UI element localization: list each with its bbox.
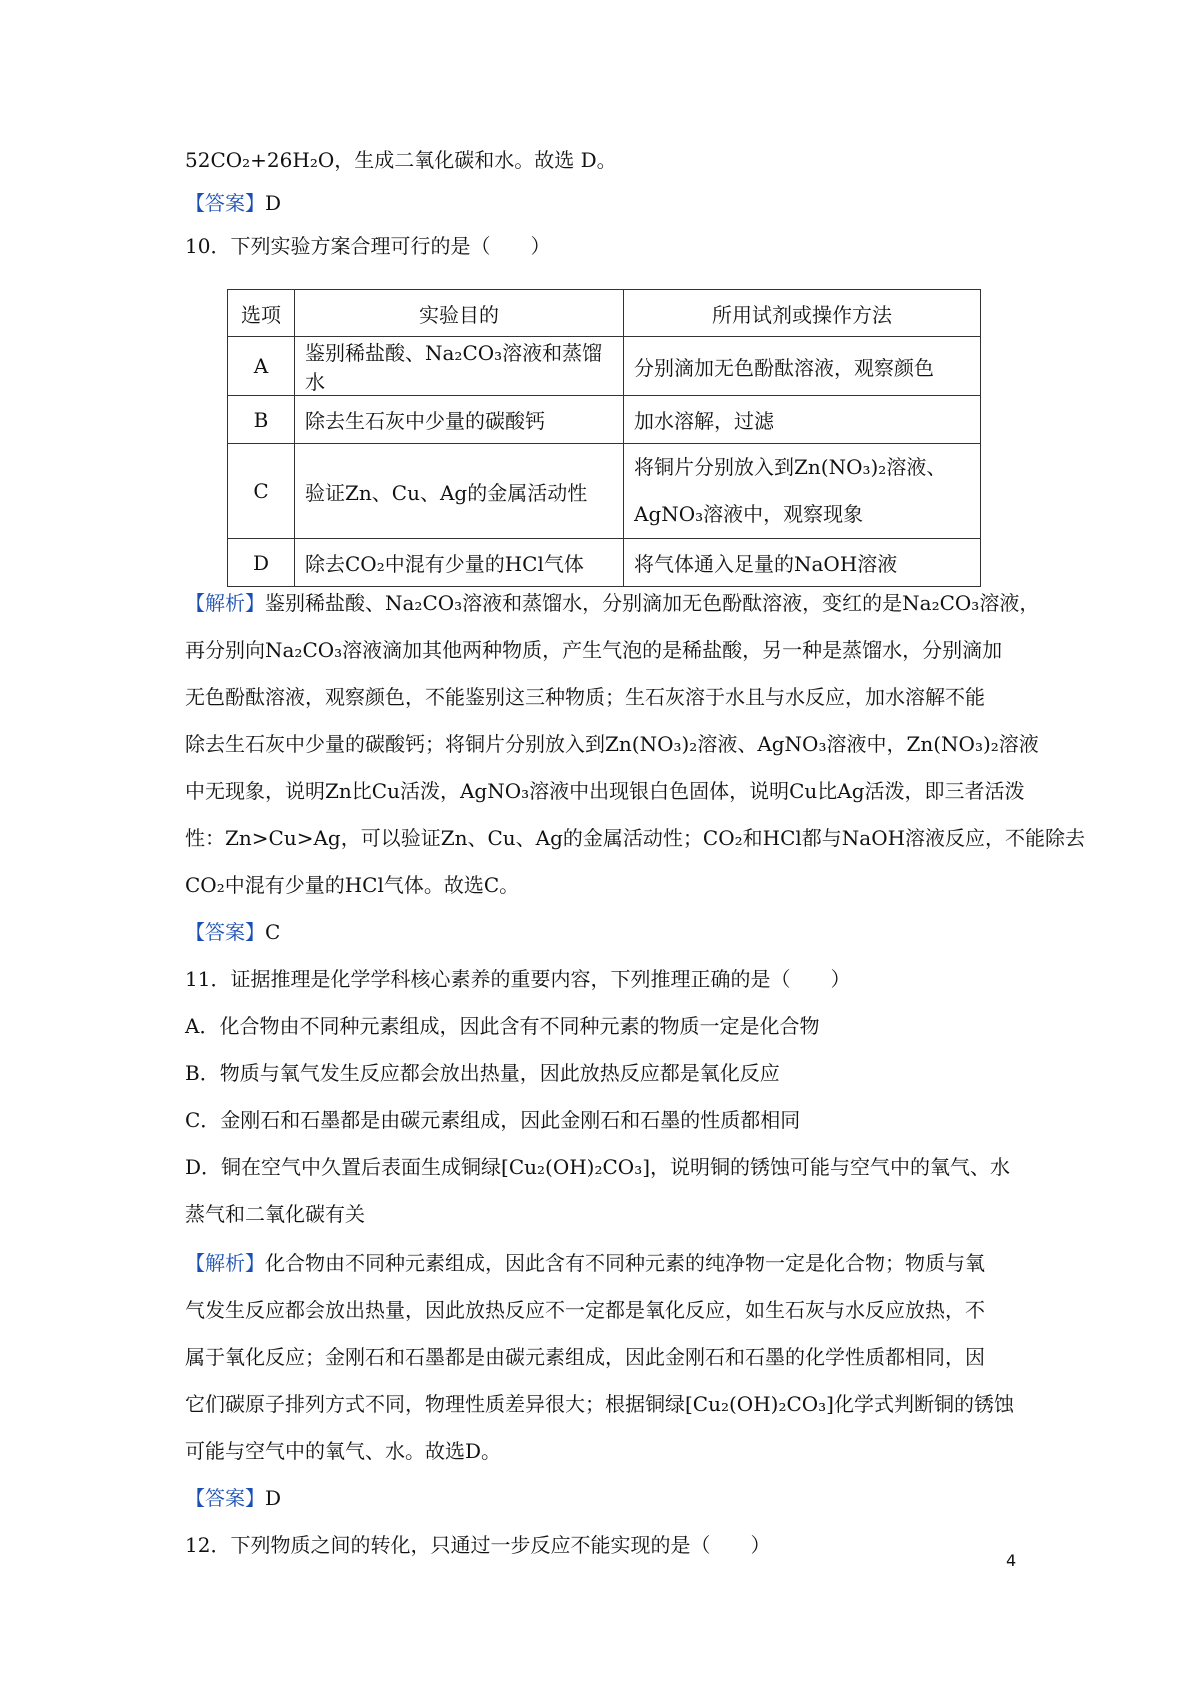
option-c: C．金刚石和石墨都是由碳元素组成，因此金刚石和石墨的性质都相同 bbox=[185, 1108, 801, 1132]
explanation-line: 性：Zn>Cu>Ag，可以验证Zn、Cu、Ag的金属活动性；CO₂和HCl都与NaOH溶液反应，不能除去 bbox=[185, 826, 1086, 850]
explanation-line: 属于氧化反应；金刚石和石墨都是由碳元素组成，因此金刚石和石墨的化学性质都相同，因 bbox=[185, 1345, 985, 1369]
question-10: 10．下列实验方案合理可行的是（ ） bbox=[185, 234, 551, 258]
table-header-cell: 实验目的 bbox=[295, 290, 624, 337]
method-cell bbox=[624, 444, 981, 539]
answer-line bbox=[185, 919, 280, 945]
explanation-line: 可能与空气中的氧气、水。故选D。 bbox=[185, 1439, 502, 1463]
answer-line bbox=[185, 1485, 281, 1511]
explanation-line: 再分别向Na₂CO₃溶液滴加其他两种物质，产生气泡的是稀盐酸，另一种是蒸馏水，分别滴加 bbox=[185, 638, 1003, 662]
explanation-line bbox=[185, 1250, 985, 1276]
table-header-cell: 所用试剂或操作方法 bbox=[624, 290, 981, 337]
explanation-tag: 【解析】 bbox=[185, 591, 265, 615]
table-row bbox=[228, 337, 981, 396]
method-line: AgNO₃溶液中，观察现象 bbox=[634, 502, 864, 526]
option-b: B．物质与氧气发生反应都会放出热量，因此放热反应都是氧化反应 bbox=[185, 1061, 780, 1085]
answer-value: C bbox=[265, 920, 281, 944]
explanation-text: 鉴别稀盐酸、Na₂CO₃溶液和蒸馏水，分别滴加无色酚酞溶液，变红的是Na₂CO₃溶液， bbox=[265, 591, 1040, 615]
explanation-line: 气发生反应都会放出热量，因此放热反应不一定都是氧化反应，如生石灰与水反应放热，不 bbox=[185, 1298, 985, 1322]
option-d: D．铜在空气中久置后表面生成铜绿[Cu₂(OH)₂CO₃]，说明铜的锈蚀可能与空气中的氧气、水 bbox=[185, 1155, 1011, 1179]
option-cell: A bbox=[228, 337, 295, 396]
explanation-line: CO₂中混有少量的HCl气体。故选C。 bbox=[185, 873, 520, 897]
explanation-tag: 【解析】 bbox=[185, 1251, 265, 1275]
question-12: 12．下列物质之间的转化，只通过一步反应不能实现的是（ ） bbox=[185, 1533, 771, 1557]
answer-tag: 【答案】 bbox=[185, 191, 265, 215]
answer-tag: 【答案】 bbox=[185, 920, 265, 944]
option-cell: D bbox=[228, 539, 295, 587]
explanation-line: 除去生石灰中少量的碳酸钙；将铜片分别放入到Zn(NO₃)₂溶液、AgNO₃溶液中，Zn(NO₃)₂溶液 bbox=[185, 732, 1039, 756]
explanation-text: 化合物由不同种元素组成，因此含有不同种元素的纯净物一定是化合物；物质与氧 bbox=[265, 1251, 985, 1275]
option-a: A．化合物由不同种元素组成，因此含有不同种元素的物质一定是化合物 bbox=[185, 1014, 820, 1038]
purpose-cell: 验证Zn、Cu、Ag的金属活动性 bbox=[295, 444, 624, 539]
table-header-cell: 选项 bbox=[228, 290, 295, 337]
method-cell: 将气体通入足量的NaOH溶液 bbox=[624, 539, 981, 587]
purpose-cell: 除去生石灰中少量的碳酸钙 bbox=[295, 396, 624, 444]
purpose-cell: 鉴别稀盐酸、Na₂CO₃溶液和蒸馏水 bbox=[295, 337, 624, 396]
purpose-cell: 除去CO₂中混有少量的HCl气体 bbox=[295, 539, 624, 587]
explanation-line: 无色酚酞溶液，观察颜色，不能鉴别这三种物质；生石灰溶于水且与水反应，加水溶解不能 bbox=[185, 685, 985, 709]
method-cell: 加水溶解，过滤 bbox=[624, 396, 981, 444]
answer-value: D bbox=[265, 1486, 282, 1510]
answer-line bbox=[185, 190, 281, 216]
option-cell: B bbox=[228, 396, 295, 444]
method-cell: 分别滴加无色酚酞溶液，观察颜色 bbox=[624, 337, 981, 396]
table-header-row bbox=[228, 290, 981, 337]
experiment-table bbox=[227, 289, 981, 587]
table-row bbox=[228, 444, 981, 539]
explanation-line: 它们碳原子排列方式不同，物理性质差异很大；根据铜绿[Cu₂(OH)₂CO₃]化学式判断铜的锈蚀 bbox=[185, 1392, 1014, 1416]
text-line: 52CO₂+26H₂O，生成二氧化碳和水。故选 D。 bbox=[185, 148, 617, 172]
question-11: 11．证据推理是化学学科核心素养的重要内容，下列推理正确的是（ ） bbox=[185, 967, 851, 991]
table-row bbox=[228, 539, 981, 587]
answer-tag: 【答案】 bbox=[185, 1486, 265, 1510]
option-d-continued: 蒸气和二氧化碳有关 bbox=[185, 1202, 365, 1226]
method-line: 将铜片分别放入到Zn(NO₃)₂溶液、 bbox=[634, 455, 947, 479]
option-cell: C bbox=[228, 444, 295, 539]
page-number: 4 bbox=[1006, 1551, 1017, 1570]
answer-value: D bbox=[265, 191, 282, 215]
explanation-line: 中无现象，说明Zn比Cu活泼，AgNO₃溶液中出现银白色固体，说明Cu比Ag活泼，即三者活泼 bbox=[185, 779, 1025, 803]
table-row bbox=[228, 396, 981, 444]
explanation-line bbox=[185, 590, 1039, 616]
